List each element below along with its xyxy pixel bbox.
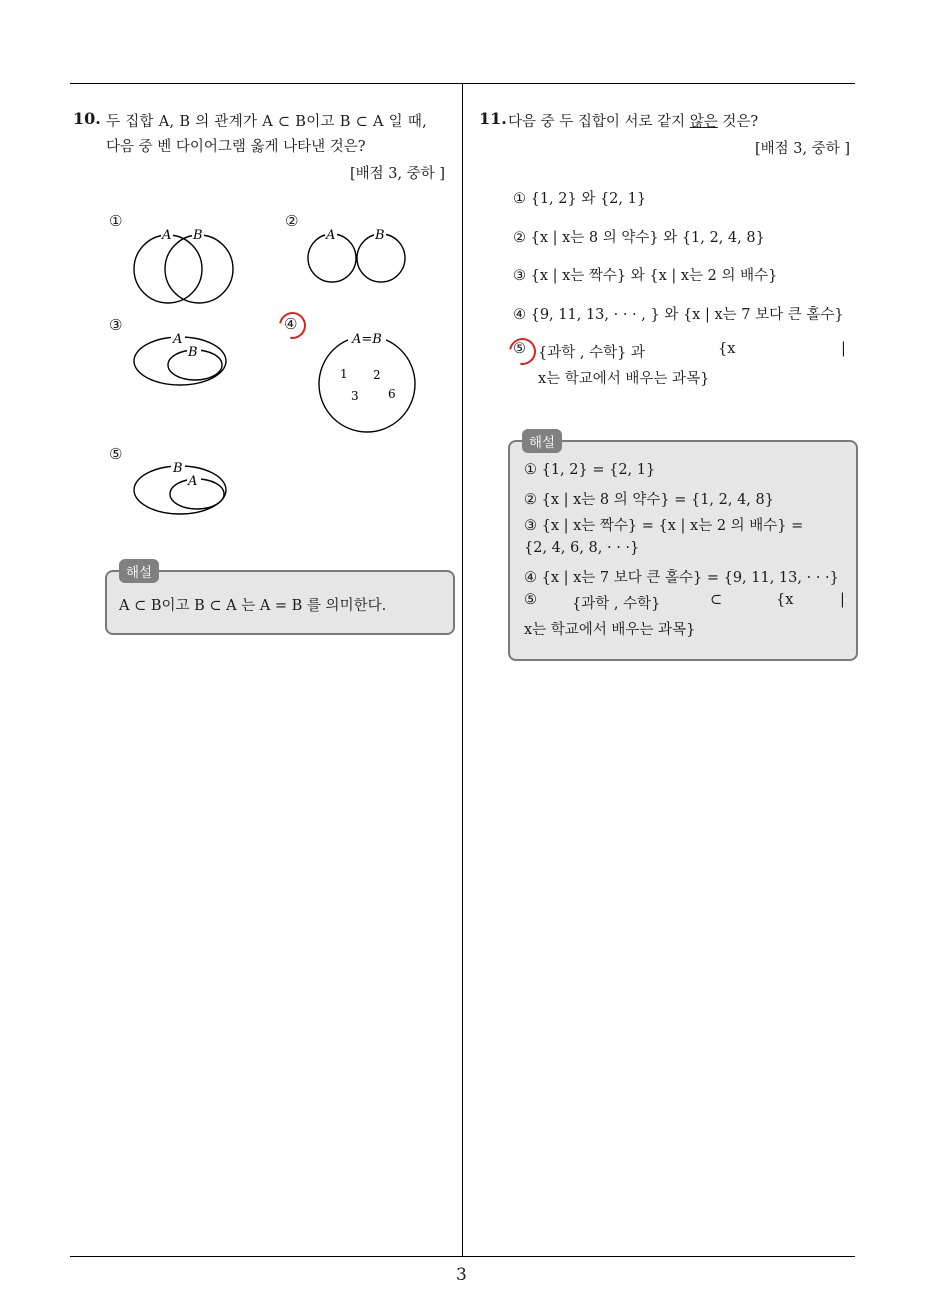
- option-3-mark: ③: [109, 316, 123, 334]
- question-number: 11.: [479, 109, 507, 128]
- score-label: [배점 3, 중하 ]: [350, 166, 446, 182]
- question-text-end: 것은?: [717, 114, 759, 130]
- option-3: [513, 264, 777, 285]
- set-title: A=B: [352, 332, 382, 347]
- solution-line-6-subset: ⊂: [710, 592, 723, 608]
- solution-line-5: ④ {x | x는 7 보다 큰 홀수} = {9, 11, 13, · · ·}: [524, 570, 839, 586]
- set-label-b: B: [173, 461, 183, 476]
- element-2: 2: [373, 368, 381, 382]
- option-5-text-b: {x: [718, 341, 736, 357]
- solution-line-3: ③ {x | x는 짝수} = {x | x는 2 의 배수} =: [524, 518, 804, 534]
- option-text: {9, 11, 13, · · · , } 와 {x | x는 7 보다 큰 홀수}: [530, 307, 844, 323]
- option-mark: ③: [513, 268, 526, 284]
- option-4: [513, 303, 844, 324]
- solution-line-2: ② {x | x는 8 의 약수} = {1, 2, 4, 8}: [524, 492, 774, 508]
- element-1: 1: [340, 367, 348, 381]
- option-5-text-line2: x는 학교에서 배우는 과목}: [538, 371, 710, 387]
- solution-box: [508, 440, 858, 661]
- solution-line-6-mark: ⑤: [524, 592, 537, 608]
- set-label-a: A: [326, 228, 336, 243]
- question-text-start: 다음 중 두 집합이 서로 같지: [508, 114, 690, 130]
- option-5-text-a: {과학 , 수학} 과: [538, 345, 645, 361]
- solution-text: A ⊂ B이고 B ⊂ A 는 A = B 를 의미한다.: [119, 598, 387, 614]
- solution-tag: 해설: [522, 429, 562, 453]
- option-5-mark: ⑤: [513, 341, 526, 357]
- venn-diagram-option-1: [125, 222, 245, 312]
- element-6: 6: [388, 387, 396, 401]
- bottom-rule: [70, 1256, 855, 1257]
- option-5-text-c: |: [841, 341, 846, 357]
- option-2: [513, 226, 765, 247]
- set-label-b: B: [188, 345, 198, 360]
- question-text-line2: 다음 중 벤 다이어그램 옳게 나타낸 것은?: [106, 139, 366, 155]
- option-4-mark: ④: [284, 315, 298, 333]
- page-number: 3: [456, 1265, 467, 1285]
- option-mark: ①: [513, 191, 526, 207]
- option-1-mark: ①: [109, 212, 123, 230]
- venn-diagram-option-3: [125, 326, 235, 394]
- option-mark: ④: [513, 307, 526, 323]
- option-1: [513, 187, 646, 208]
- solution-line-7: x는 학교에서 배우는 과목}: [524, 622, 696, 638]
- solution-line-4: {2, 4, 6, 8, · · ·}: [524, 540, 640, 556]
- column-divider: [462, 83, 463, 1257]
- set-label-a: A: [173, 332, 183, 347]
- question-text-underlined: 않은: [689, 114, 718, 130]
- question-number: 10.: [73, 109, 101, 128]
- option-5-mark: ⑤: [109, 445, 123, 463]
- set-label-b: B: [375, 228, 385, 243]
- option-text: {1, 2} 와 {2, 1}: [530, 191, 647, 207]
- question-text: [508, 110, 758, 131]
- option-text: {x | x는 짝수} 와 {x | x는 2 의 배수}: [530, 268, 778, 284]
- solution-line-6-set: {과학 , 수학}: [572, 596, 661, 612]
- set-label-a: A: [188, 474, 198, 489]
- solution-line-6-brace: {x: [776, 592, 794, 608]
- venn-diagram-option-4: [312, 326, 422, 438]
- score-label: [배점 3, 중하 ]: [755, 141, 851, 157]
- set-label-a: A: [162, 228, 172, 243]
- question-text-line1: 두 집합 A, B 의 관계가 A ⊂ B이고 B ⊂ A 일 때,: [106, 114, 428, 130]
- option-2-mark: ②: [285, 212, 299, 230]
- element-3: 3: [351, 389, 359, 403]
- option-text: {x | x는 8 의 약수} 와 {1, 2, 4, 8}: [530, 230, 765, 246]
- venn-diagram-option-2: [300, 222, 415, 292]
- venn-diagram-option-5: [125, 456, 235, 522]
- option-mark: ②: [513, 230, 526, 246]
- solution-line-1: ① {1, 2} = {2, 1}: [524, 462, 656, 478]
- solution-tag: 해설: [119, 559, 159, 583]
- solution-line-6-bar: |: [840, 592, 845, 608]
- set-label-b: B: [193, 228, 203, 243]
